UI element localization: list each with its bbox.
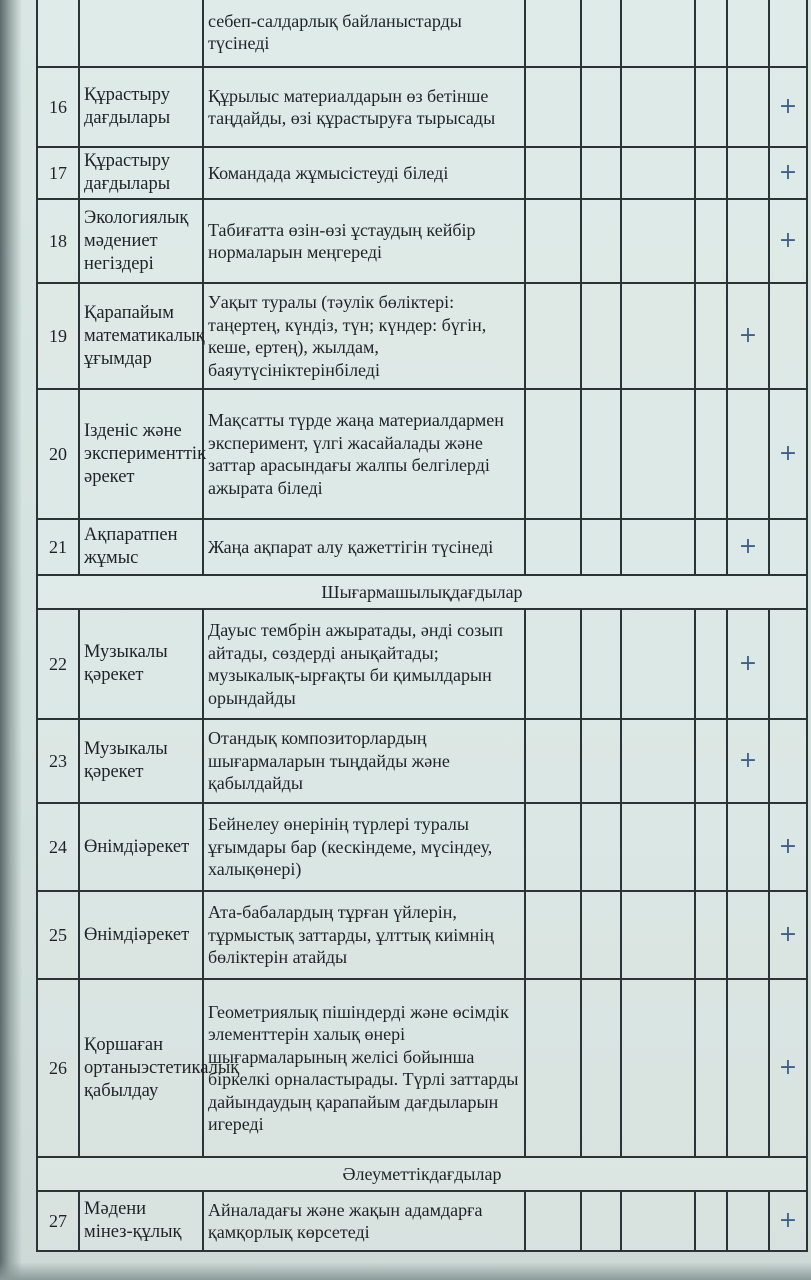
table-row (37, 609, 807, 719)
score-cell (581, 0, 621, 67)
handwritten-plus-mark: + (778, 94, 798, 119)
score-cell (621, 803, 695, 891)
score-cell (727, 1191, 769, 1251)
assessment-table (36, 0, 808, 1252)
area-cell (79, 0, 203, 67)
score-cell (621, 519, 695, 575)
row-number: 17 (37, 147, 79, 199)
score-cell (727, 979, 769, 1157)
description-cell: Отандық композиторлардың шығармаларын тыңдайды және қабылдайды (203, 719, 525, 803)
area-cell: Құрастыру дағдылары (79, 67, 203, 147)
score-cell (525, 803, 581, 891)
handwritten-plus-mark: + (738, 323, 758, 348)
row-number: 25 (37, 891, 79, 979)
handwritten-plus-mark: + (778, 834, 798, 859)
row-number: 19 (37, 283, 79, 389)
score-cell (769, 283, 807, 389)
table-row (37, 803, 807, 891)
score-cell (769, 609, 807, 719)
handwritten-plus-mark: + (778, 441, 798, 466)
description-cell: Мақсатты түрде жаңа материалдармен эксперимент, үлгі жасайалады және заттар арасындағы жалпы белгілерді ажырата біледі (203, 389, 525, 519)
section-title: Әлеуметтікдағдылар (37, 1157, 807, 1191)
row-number: 18 (37, 199, 79, 283)
row-number: 23 (37, 719, 79, 803)
score-cell (727, 389, 769, 519)
score-cell (525, 979, 581, 1157)
handwritten-plus-mark: + (778, 1055, 798, 1080)
score-cell (581, 389, 621, 519)
area-cell: Музыкалы қәрекет (79, 609, 203, 719)
row-number: 20 (37, 389, 79, 519)
description-cell: Геометриялық пішіндерді және өсімдік элементтерін халық өнері шығармаларының желісі бойынша біркелкі орналастырады. Түрлі заттарды дайындаудың қарапайым дағдыларын игереді (203, 979, 525, 1157)
score-cell (769, 1191, 807, 1251)
score-cell (525, 1191, 581, 1251)
score-cell (581, 67, 621, 147)
row-number: 24 (37, 803, 79, 891)
score-cell (525, 199, 581, 283)
area-cell: Қарапайым математикалық ұғымдар (79, 283, 203, 389)
score-cell (695, 891, 727, 979)
score-cell (525, 389, 581, 519)
score-cell (581, 283, 621, 389)
row-number: 22 (37, 609, 79, 719)
description-cell: Командада жұмысістеуді біледі (203, 147, 525, 199)
score-cell (727, 199, 769, 283)
score-cell (581, 719, 621, 803)
score-cell (727, 719, 769, 803)
score-cell (581, 519, 621, 575)
area-cell: Экологиялық мәдениет негіздері (79, 199, 203, 283)
handwritten-plus-mark: + (778, 1208, 798, 1233)
score-cell (525, 719, 581, 803)
area-cell: Ізденіс және эксперименттік әрекет (79, 389, 203, 519)
score-cell (525, 609, 581, 719)
score-cell (525, 519, 581, 575)
score-cell (581, 147, 621, 199)
handwritten-plus-mark: + (738, 534, 758, 559)
score-cell (621, 719, 695, 803)
score-cell (727, 283, 769, 389)
score-cell (769, 67, 807, 147)
score-cell (621, 0, 695, 67)
score-cell (695, 283, 727, 389)
section-header-row (37, 1157, 807, 1191)
score-cell (695, 719, 727, 803)
table-row (37, 979, 807, 1157)
score-cell (621, 199, 695, 283)
score-cell (769, 891, 807, 979)
score-cell (769, 0, 807, 67)
row-number (37, 0, 79, 67)
score-cell (581, 199, 621, 283)
score-cell (769, 979, 807, 1157)
row-number: 27 (37, 1191, 79, 1251)
table-row (37, 389, 807, 519)
handwritten-plus-mark: + (738, 651, 758, 676)
score-cell (695, 609, 727, 719)
handwritten-plus-mark: + (778, 922, 798, 947)
table-row (37, 891, 807, 979)
description-cell: Дауыс тембрін ажыратады, әнді созып айтады, сөздерді анықайтады; музыкалық-ырғақты би қимылдарын орындайды (203, 609, 525, 719)
row-number: 26 (37, 979, 79, 1157)
section-header-row (37, 575, 807, 609)
score-cell (727, 519, 769, 575)
area-cell: Құрастыру дағдылары (79, 147, 203, 199)
area-cell: Қоршаған ортаныэстетикалық қабылдау (79, 979, 203, 1157)
table-row (37, 719, 807, 803)
table-row (37, 1191, 807, 1251)
table-row (37, 147, 807, 199)
score-cell (581, 1191, 621, 1251)
area-cell: Өнімдіәрекет (79, 803, 203, 891)
area-cell: Музыкалы қәрекет (79, 719, 203, 803)
score-cell (769, 519, 807, 575)
score-cell (695, 0, 727, 67)
score-cell (581, 609, 621, 719)
score-cell (695, 519, 727, 575)
score-cell (581, 803, 621, 891)
score-cell (621, 67, 695, 147)
description-cell: себеп-салдарлық байланыстарды түсінеді (203, 0, 525, 67)
row-number: 16 (37, 67, 79, 147)
score-cell (769, 803, 807, 891)
score-cell (621, 389, 695, 519)
table-row (37, 519, 807, 575)
table-row (37, 283, 807, 389)
score-cell (727, 803, 769, 891)
score-cell (525, 0, 581, 67)
score-cell (727, 0, 769, 67)
score-cell (581, 979, 621, 1157)
description-cell: Уақыт туралы (тәулік бөліктері: таңертең, күндіз, түн; күндер: бүгін, кеше, ертең), жылдам, баяутүсініктерінбіледі (203, 283, 525, 389)
section-title: Шығармашылықдағдылар (37, 575, 807, 609)
score-cell (621, 891, 695, 979)
table-body (37, 0, 807, 1251)
score-cell (695, 67, 727, 147)
score-cell (727, 147, 769, 199)
score-cell (727, 67, 769, 147)
score-cell (769, 389, 807, 519)
handwritten-plus-mark: + (778, 228, 798, 253)
table-row (37, 0, 807, 67)
description-cell: Бейнелеу өнерінің түрлері туралы ұғымдары бар (кескіндеме, мүсіндеу, халықөнері) (203, 803, 525, 891)
description-cell: Жаңа ақпарат алу қажеттігін түсінеді (203, 519, 525, 575)
score-cell (695, 199, 727, 283)
handwritten-plus-mark: + (778, 160, 798, 185)
area-cell: Өнімдіәрекет (79, 891, 203, 979)
score-cell (581, 891, 621, 979)
score-cell (525, 283, 581, 389)
score-cell (695, 979, 727, 1157)
page-edge-shadow (0, 0, 22, 1280)
score-cell (769, 147, 807, 199)
description-cell: Айналадағы және жақын адамдарға қамқорлық көрсетеді (203, 1191, 525, 1251)
score-cell (695, 389, 727, 519)
description-cell: Ата-бабалардың тұрған үйлерін, тұрмыстық заттарды, ұлттық киімнің бөліктерін атайды (203, 891, 525, 979)
score-cell (727, 609, 769, 719)
table-row (37, 199, 807, 283)
area-cell: Ақпаратпен жұмыс (79, 519, 203, 575)
score-cell (621, 283, 695, 389)
area-cell: Мәдени мінез-құлық (79, 1191, 203, 1251)
score-cell (769, 719, 807, 803)
row-number: 21 (37, 519, 79, 575)
score-cell (769, 199, 807, 283)
score-cell (695, 147, 727, 199)
description-cell: Табиғатта өзін-өзі ұстаудың кейбір нормаларын меңгереді (203, 199, 525, 283)
score-cell (525, 147, 581, 199)
score-cell (695, 803, 727, 891)
score-cell (621, 147, 695, 199)
table-row (37, 67, 807, 147)
description-cell: Құрылыс материалдарын өз бетінше таңдайды, өзі құрастыруға тырысады (203, 67, 525, 147)
score-cell (525, 891, 581, 979)
score-cell (727, 891, 769, 979)
score-cell (621, 609, 695, 719)
page-bottom-shadow (0, 1262, 811, 1280)
score-cell (695, 1191, 727, 1251)
score-cell (621, 979, 695, 1157)
handwritten-plus-mark: + (738, 748, 758, 773)
score-cell (525, 67, 581, 147)
score-cell (621, 1191, 695, 1251)
